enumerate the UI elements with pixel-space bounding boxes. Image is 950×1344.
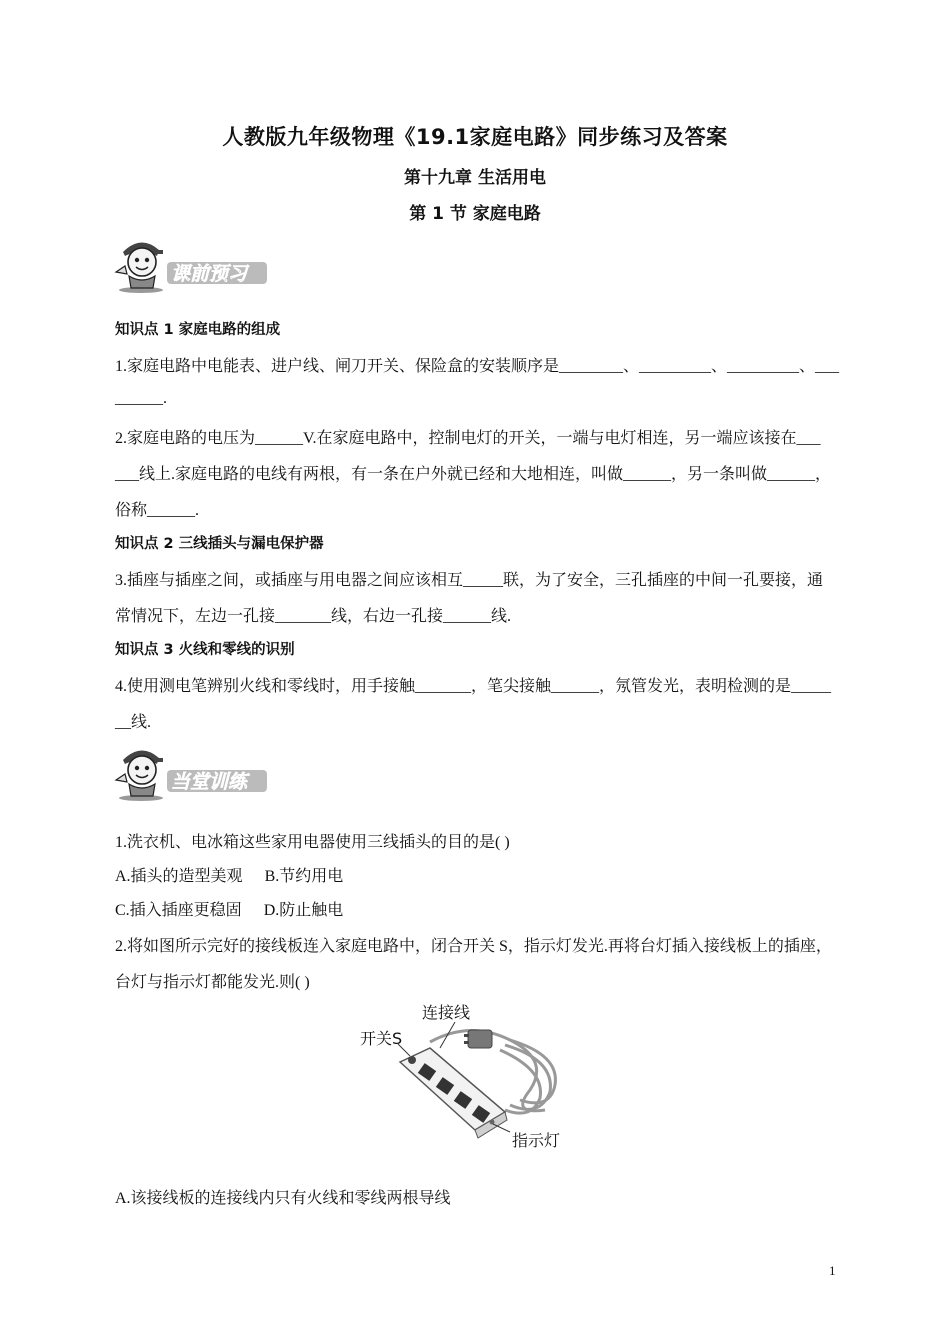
classroom-question-1: 1.洗衣机、电冰箱这些家用电器使用三线插头的目的是( ): [115, 834, 510, 851]
question-4-line-2: __线.: [115, 714, 152, 731]
question-2-line-2: ___线上.家庭电路的电线有两根，有一条在户外就已经和大地相连，叫做______，另一条叫做______，: [115, 466, 832, 483]
document-title: 人教版九年级物理《19.1家庭电路》同步练习及答案: [222, 125, 728, 149]
question-3-line-1: 3.插座与插座之间，或插座与用电器之间应该相互_____联，为了安全，三孔插座的中间一孔要接，通: [115, 572, 824, 589]
indicator-label: 指示灯: [512, 1131, 561, 1150]
option-d: D.防止触电: [263, 902, 344, 919]
preview-banner-text: 课前预习: [171, 263, 248, 285]
knowledge-point-2: 知识点 2 三线插头与漏电保护器: [115, 536, 324, 552]
classroom-question-2-line-1: 2.将如图所示完好的接线板连入家庭电路中，闭合开关 S，指示灯发光.再将台灯插入接线板上的插座，: [115, 938, 832, 955]
option-a: A.插头的造型美观: [115, 868, 243, 885]
cable-label: 连接线: [422, 1003, 471, 1022]
section-heading: 第 1 节 家庭电路: [409, 204, 541, 224]
classroom-question-2-option-a: A.该接线板的连接线内只有火线和零线两根导线: [115, 1190, 451, 1207]
question-1-line-1: 1.家庭电路中电能表、进户线、闸刀开关、保险盒的安装顺序是________、_________、_________、___: [115, 358, 840, 375]
switch-label: 开关S: [360, 1029, 403, 1048]
indicator-light: [490, 1120, 495, 1125]
switch-button: [408, 1056, 416, 1064]
question-4-line-1: 4.使用测电笔辨别火线和零线时，用手接触_______，笔尖接触______，氖管发光，表明检测的是_____: [115, 678, 832, 695]
chapter-heading: 第十九章 生活用电: [404, 168, 546, 188]
knowledge-point-3: 知识点 3 火线和零线的识别: [115, 642, 295, 658]
cartoon-boy-icon: [116, 242, 163, 293]
page-number: 1: [829, 1263, 836, 1278]
preview-banner: [113, 232, 273, 294]
option-c: C.插入插座更稳固: [115, 902, 242, 919]
option-b: B.节约用电: [264, 868, 344, 885]
classroom-banner-text: 当堂训练: [171, 771, 248, 793]
strip-body: [400, 1048, 507, 1138]
question-2-line-1: 2.家庭电路的电压为______V.在家庭电路中，控制电灯的开关，一端与电灯相连，另一端应该接在___: [115, 430, 821, 447]
classroom-question-1-options-cd: [115, 897, 840, 920]
cartoon-boy-icon: [116, 750, 163, 801]
knowledge-point-1: 知识点 1 家庭电路的组成: [115, 322, 281, 338]
classroom-question-2-line-2: 台灯与指示灯都能发光.则( ): [115, 974, 310, 991]
question-3-line-2: 常情况下，左边一孔接_______线，右边一孔接______线.: [115, 608, 512, 625]
question-1-line-2: ______.: [115, 390, 167, 407]
power-strip-figure: [360, 1000, 590, 1158]
classroom-question-1-options-ab: [115, 863, 840, 886]
plug-icon: [464, 1030, 492, 1048]
classroom-banner: [113, 740, 273, 802]
question-2-line-3: 俗称______.: [115, 502, 200, 519]
